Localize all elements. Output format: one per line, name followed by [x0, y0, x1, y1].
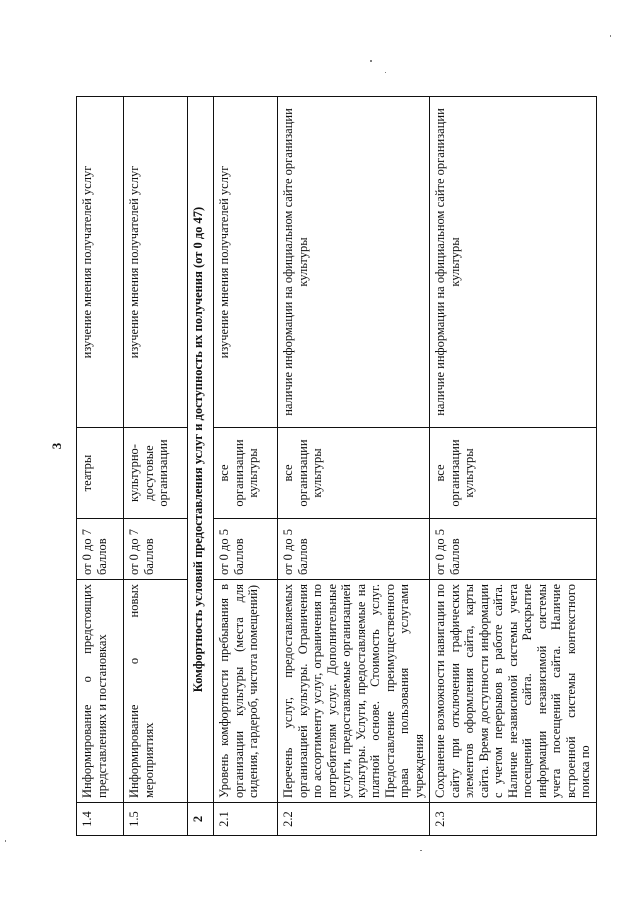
section-number: 2: [188, 803, 214, 836]
scan-speck: [385, 72, 386, 73]
table-row: [430, 97, 597, 836]
organization-type: все организации культуры: [430, 428, 597, 519]
score-range: от 0 до 5 баллов: [430, 519, 597, 580]
data-source: изучение мнения получателей услуг: [77, 97, 124, 428]
scan-speck: [370, 60, 372, 62]
data-source: наличие информации на официальном сайте организации культуры: [430, 97, 597, 428]
table-row: [77, 97, 124, 836]
table-row: [214, 97, 278, 836]
table-row: [124, 97, 188, 836]
row-number: 2.1: [214, 803, 278, 836]
criterion-text: Уровень комфортности пребывания в организации культуры (места для сидения, гардероб, чистота помещений): [214, 580, 278, 803]
scan-speck: [420, 850, 422, 851]
data-source: изучение мнения получателей услуг: [124, 97, 188, 428]
scan-speck: [610, 35, 611, 37]
page-number: 3: [49, 442, 64, 450]
row-number: 1.5: [124, 803, 188, 836]
row-number: 2.2: [278, 803, 430, 836]
rotated-table-wrapper: [76, 96, 592, 836]
data-source: изучение мнения получателей услуг: [214, 97, 278, 428]
section-header-row: [188, 97, 214, 836]
row-number: 2.3: [430, 803, 597, 836]
organization-type: культурно-досуговые организации: [124, 428, 188, 519]
criterion-text: Информирование о предстоящих представлениях и постановках: [77, 580, 124, 803]
section-title: Комфортность условий предоставления услуг и доступность их получения (от 0 до 47): [188, 97, 214, 803]
score-range: от 0 до 5 баллов: [278, 519, 430, 580]
organization-type: театры: [77, 428, 124, 519]
criterion-text: Информирование о новых мероприятиях: [124, 580, 188, 803]
score-range: от 0 до 7 баллов: [77, 519, 124, 580]
score-range: от 0 до 5 баллов: [214, 519, 278, 580]
table-row: [278, 97, 430, 836]
data-source: наличие информации на официальном сайте организации культуры: [278, 97, 430, 428]
row-number: 1.4: [77, 803, 124, 836]
scan-speck: [5, 840, 6, 842]
criteria-table: [76, 96, 597, 836]
score-range: от 0 до 7 баллов: [124, 519, 188, 580]
organization-type: все организации культуры: [214, 428, 278, 519]
organization-type: все организации культуры: [278, 428, 430, 519]
criterion-text: Перечень услуг, предоставляемых организацией культуры. Ограничения по ассортименту услуг, ограничения по потребителям услуг. Дополнительные услуги, предоставляемые организацией культуры. Услуги, предоставляемые на платной основе. Стоимость услуг. Предоставление преимущественного права пользования услугами учреждения: [278, 580, 430, 803]
criterion-text: Сохранение возможности навигации по сайту при отключении графических элементов оформления сайта, карты сайта. Время доступности информации с учетом перерывов в работе сайта. Наличие независимой системы учета посещений сайта. Раскрытие информации независимой системы учета посещений сайта. Наличие встроенной системы контекстного поиска по: [430, 580, 597, 803]
